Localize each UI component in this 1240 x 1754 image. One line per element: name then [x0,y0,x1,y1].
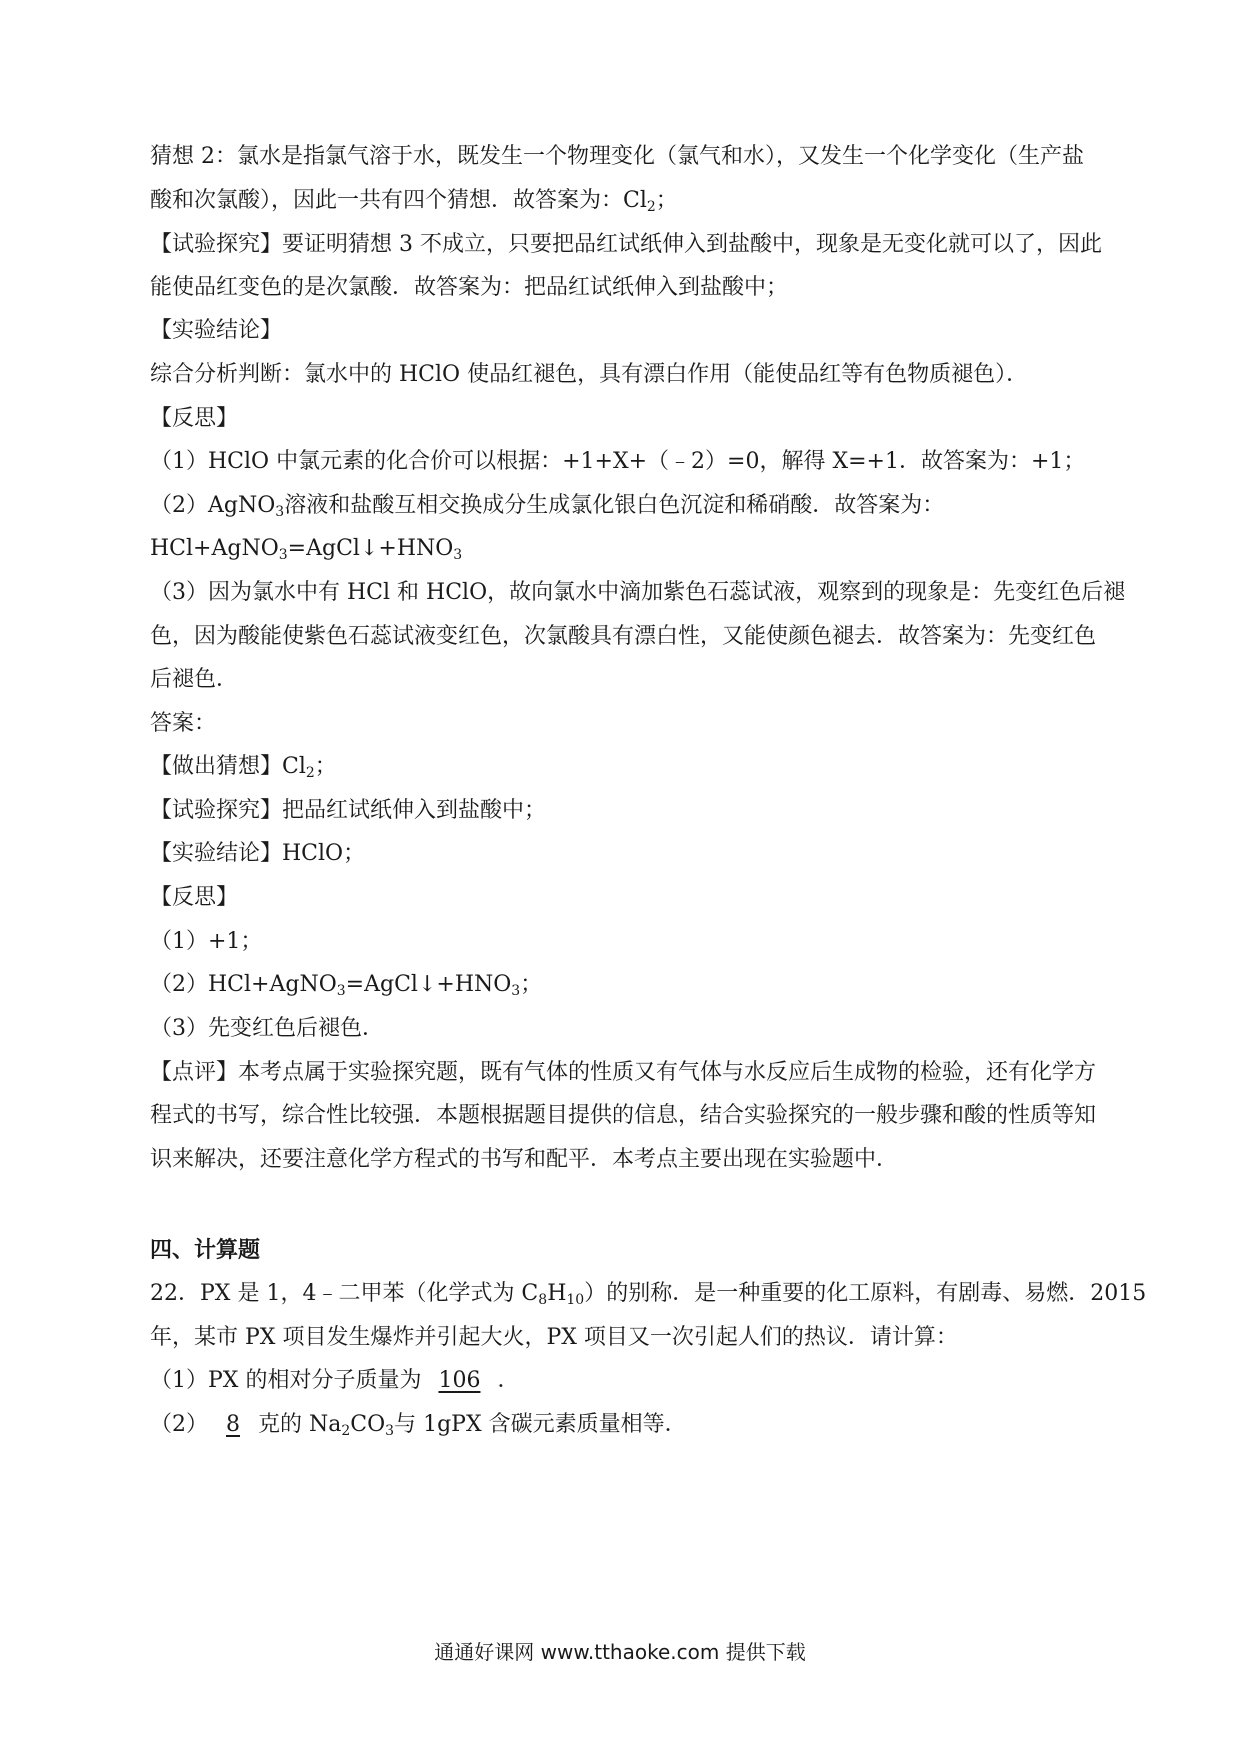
answer-blank: 8 [226,1412,240,1437]
subscript: 3 [453,547,463,563]
text-line [150,1057,1097,1089]
text: ； [655,188,678,213]
text-line [150,838,1090,870]
subscript: 2 [341,1423,351,1439]
text: （1）HClO 中氯元素的化合价可以根据：+1+X+（﹣2）=0，解得 X=+1．故答案为：+1； [150,449,1086,474]
question-line [150,1322,1090,1354]
text-line [150,1100,1097,1132]
question-line [150,1409,1090,1447]
text: （3）因为氯水中有 HCl 和 HClO，故向氯水中滴加紫色石蕊试液，观察到的现象是：先变红色后褪 [150,580,1126,605]
text-line [150,533,1090,571]
text: 猜想 2：氯水是指氯气溶于水，既发生一个物理变化（氯气和水），又发生一个化学变化（生产盐 [150,144,1084,169]
text: =AgCl↓+HNO [345,972,512,997]
text: 色，因为酸能使紫色石蕊试液变红色，次氯酸具有漂白性，又能使颜色褪去．故答案为：先变红色 [150,624,1097,649]
text: （2） [150,1412,208,1437]
text: =AgCl↓+HNO [287,536,454,561]
text-line [150,926,1090,958]
text-line [150,359,1090,391]
text: 【反思】 [150,885,239,910]
text: 【反思】 [150,406,239,431]
text-line [150,1013,1090,1045]
text-line [150,490,1090,528]
answer-blank: 106 [438,1368,481,1393]
text: （2）AgNO [150,493,276,518]
text-line [150,751,1090,789]
subscript: 8 [538,1292,548,1308]
text: 综合分析判断：氯水中的 HClO 使品红褪色，具有漂白作用（能使品红等有色物质褪色）． [150,362,1029,387]
text: 酸和次氯酸），因此一共有四个猜想．故答案为：Cl [150,188,647,213]
text: 【试验探究】要证明猜想 3 不成立，只要把品红试纸伸入到盐酸中，现象是无变化就可以了，因此 [150,232,1102,257]
text: 四、计算题 [150,1237,261,1263]
text: 与 1gPX 含碳元素质量相等． [394,1412,687,1437]
text-line [150,185,1090,223]
text: 【实验结论】HClO； [150,841,366,866]
text-line [150,141,1090,173]
subscript: 3 [511,983,521,999]
text: （1）+1； [150,929,263,954]
text-line [150,577,1126,609]
subscript: 3 [275,504,285,520]
text-line [150,882,1090,914]
text: 【做出猜想】Cl [150,754,306,779]
text: 22．PX 是 1，4﹣二甲苯（化学式为 C [150,1281,539,1306]
text: CO [350,1412,386,1437]
text-line [150,969,1090,1007]
subscript: 3 [336,983,346,999]
subscript: 10 [566,1292,585,1308]
text-line [150,229,1102,261]
section-heading [150,1234,1090,1266]
text-line [150,621,1097,653]
subscript: 2 [305,765,315,781]
subscript: 2 [646,199,656,215]
text: ）的别称．是一种重要的化工原料，有剧毒、易燃．2015 [584,1281,1147,1306]
text: 程式的书写，综合性比较强．本题根据题目提供的信息，结合实验探究的一般步骤和酸的性质等知 [150,1103,1097,1128]
text: 克的 Na [258,1412,342,1437]
text: 年，某市 PX 项目发生爆炸并引起大火，PX 项目又一次引起人们的热议．请计算： [150,1325,958,1350]
page-footer: 通通好课网 www.tthaoke.com 提供下载 [434,1640,806,1664]
text: ． [497,1368,520,1393]
subscript: 3 [385,1423,395,1439]
text: 识来解决，还要注意化学方程式的书写和配平．本考点主要出现在实验题中． [150,1147,899,1172]
subscript: 3 [278,547,288,563]
text-line [150,403,1090,435]
text: ； [520,972,543,997]
text: H [547,1281,567,1306]
text: ； [314,754,337,779]
text: HCl+AgNO [150,536,279,561]
text-line [150,708,1090,740]
text-line [150,1144,1090,1176]
question-line [150,1365,1090,1397]
text: 溶液和盐酸互相交换成分生成氯化银白色沉淀和稀硝酸．故答案为： [284,493,945,518]
question-line [150,1278,1147,1316]
text: （2）HCl+AgNO [150,972,337,997]
text-line [150,446,1090,478]
text: 后褪色． [150,667,239,692]
text: （3）先变红色后褪色． [150,1016,384,1041]
text: （1）PX 的相对分子质量为 [150,1368,422,1393]
text: 能使品红变色的是次氯酸．故答案为：把品红试纸伸入到盐酸中； [150,275,789,300]
text-line [150,664,1090,696]
text-line [150,315,1090,347]
text: 答案： [150,711,217,736]
text-line [150,795,1090,827]
text: 【试验探究】把品红试纸伸入到盐酸中； [150,798,547,823]
text-line [150,272,1090,304]
text: 【点评】本考点属于实验探究题，既有气体的性质又有气体与水反应后生成物的检验，还有化学方 [150,1060,1097,1085]
text: 【实验结论】 [150,318,283,343]
